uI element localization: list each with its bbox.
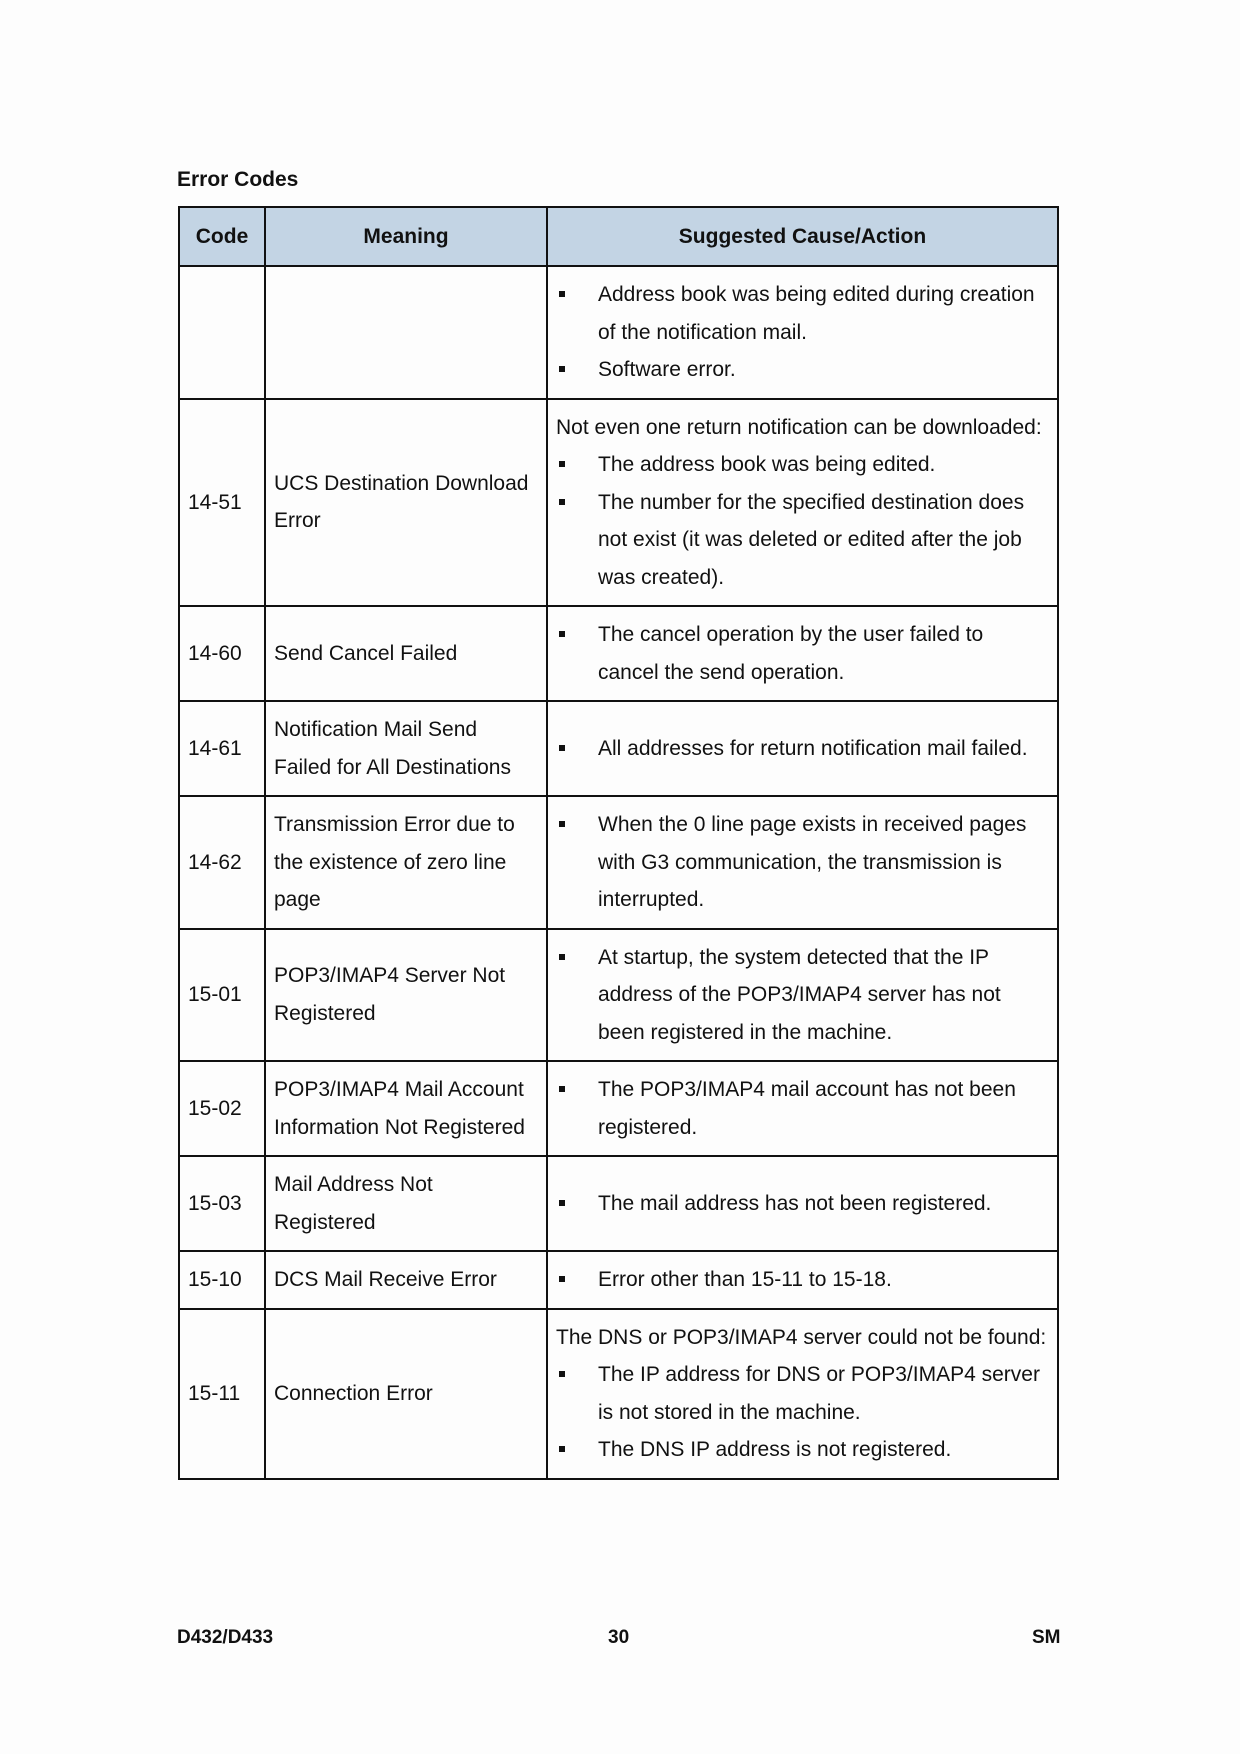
- cause-bullet-item: The cancel operation by the user failed to cancel the send operation.: [556, 616, 1049, 691]
- meaning-cell: Notification Mail Send Failed for All Destinations: [265, 701, 547, 796]
- table-row: [179, 1251, 1058, 1309]
- cause-bullet-list: [556, 446, 1049, 596]
- cause-bullet-item: The DNS IP address is not registered.: [556, 1431, 1049, 1469]
- cause-bullet-list: [556, 1261, 1049, 1299]
- cause-action-cell: [547, 1251, 1058, 1309]
- error-code-cell: 15-11: [179, 1309, 265, 1479]
- meaning-cell: POP3/IMAP4 Server Not Registered: [265, 929, 547, 1062]
- cause-bullet-list: [556, 939, 1049, 1052]
- meaning-cell: Mail Address Not Registered: [265, 1156, 547, 1251]
- table-row: [179, 796, 1058, 929]
- cause-bullet-item: The mail address has not been registered.: [556, 1185, 1049, 1223]
- cause-intro: Not even one return notification can be downloaded:: [556, 415, 1042, 439]
- cause-bullet-list: [556, 730, 1049, 768]
- meaning-cell: UCS Destination Download Error: [265, 399, 547, 607]
- cause-bullet-item: At startup, the system detected that the IP address of the POP3/IMAP4 server has not been registered in the machine.: [556, 939, 1049, 1052]
- error-code-cell: [179, 266, 265, 399]
- header-code: Code: [179, 207, 265, 266]
- table-row: [179, 606, 1058, 701]
- cause-bullet-list: [556, 806, 1049, 919]
- meaning-cell: Send Cancel Failed: [265, 606, 547, 701]
- footer-page-number: 30: [608, 1627, 630, 1648]
- cause-action-cell: [547, 266, 1058, 399]
- cause-action-cell: [547, 606, 1058, 701]
- error-code-cell: 14-62: [179, 796, 265, 929]
- header-meaning: Meaning: [265, 207, 547, 266]
- cause-bullet-list: [556, 1356, 1049, 1469]
- cause-bullet-list: [556, 276, 1049, 389]
- error-code-cell: 15-03: [179, 1156, 265, 1251]
- error-code-cell: 14-60: [179, 606, 265, 701]
- header-cause-action: Suggested Cause/Action: [547, 207, 1058, 266]
- cause-bullet-item: The address book was being edited.: [556, 446, 1049, 484]
- table-row: [179, 266, 1058, 399]
- meaning-cell: Connection Error: [265, 1309, 547, 1479]
- footer-model: D432/D433: [177, 1627, 274, 1648]
- section-title: Error Codes: [177, 168, 299, 191]
- cause-bullet-list: [556, 616, 1049, 691]
- error-code-cell: 14-51: [179, 399, 265, 607]
- cause-action-cell: [547, 1309, 1058, 1479]
- cause-bullet-item: The IP address for DNS or POP3/IMAP4 server is not stored in the machine.: [556, 1356, 1049, 1431]
- cause-bullet-item: Error other than 15-11 to 15-18.: [556, 1261, 1049, 1299]
- cause-action-cell: [547, 701, 1058, 796]
- cause-action-cell: [547, 399, 1058, 607]
- cause-action-cell: [547, 1156, 1058, 1251]
- cause-bullet-item: All addresses for return notification mail failed.: [556, 730, 1049, 768]
- table-row: [179, 929, 1058, 1062]
- meaning-cell: [265, 266, 547, 399]
- meaning-cell: DCS Mail Receive Error: [265, 1251, 547, 1309]
- cause-action-cell: [547, 929, 1058, 1062]
- table-row: [179, 1061, 1058, 1156]
- table-row: [179, 1156, 1058, 1251]
- cause-bullet-list: [556, 1185, 1049, 1223]
- cause-bullet-item: Address book was being edited during creation of the notification mail.: [556, 276, 1049, 351]
- error-code-cell: 14-61: [179, 701, 265, 796]
- cause-bullet-item: Software error.: [556, 351, 1049, 389]
- cause-bullet-list: [556, 1071, 1049, 1146]
- error-code-cell: 15-01: [179, 929, 265, 1062]
- table-row: [179, 701, 1058, 796]
- cause-bullet-item: When the 0 line page exists in received pages with G3 communication, the transmission is interrupted.: [556, 806, 1049, 919]
- footer-manual: SM: [1032, 1627, 1061, 1648]
- table-row: [179, 1309, 1058, 1479]
- table-row: [179, 399, 1058, 607]
- error-code-cell: 15-02: [179, 1061, 265, 1156]
- cause-intro: The DNS or POP3/IMAP4 server could not be found:: [556, 1325, 1047, 1349]
- cause-bullet-item: The number for the specified destination does not exist (it was deleted or edited after the job was created).: [556, 484, 1049, 597]
- table-header-row: [179, 207, 1058, 266]
- meaning-cell: Transmission Error due to the existence of zero line page: [265, 796, 547, 929]
- error-codes-table: [178, 206, 1059, 1480]
- meaning-cell: POP3/IMAP4 Mail Account Information Not Registered: [265, 1061, 547, 1156]
- cause-bullet-item: The POP3/IMAP4 mail account has not been registered.: [556, 1071, 1049, 1146]
- cause-action-cell: [547, 1061, 1058, 1156]
- cause-action-cell: [547, 796, 1058, 929]
- error-code-cell: 15-10: [179, 1251, 265, 1309]
